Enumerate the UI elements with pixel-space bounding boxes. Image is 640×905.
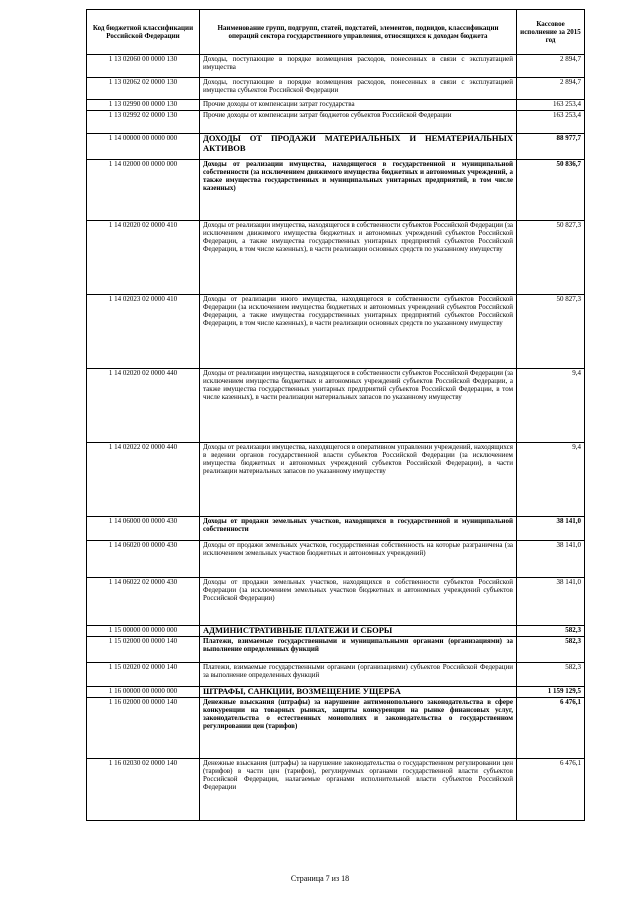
row-name: Доходы от реализации имущества, находящегося в собственности субъектов Российской Федерации (за исключением имущества бюджетных и автономных учреждений субъектов Российской Федерации, а также имущества государственных унитарных предприятий субъектов Российской Федерации, в том числе казенных), в части реализации материальных запасов по указанному имуществу [200, 369, 517, 443]
row-amount: 50 827,3 [517, 221, 585, 295]
row-code: 1 16 02030 02 0000 140 [87, 759, 200, 821]
row-code: 1 14 02020 02 0000 440 [87, 369, 200, 443]
row-name: Доходы, поступающие в порядке возмещения расходов, понесенных в связи с эксплуатацией имущества субъектов Российской Федерации [200, 78, 517, 100]
row-amount: 38 141,0 [517, 517, 585, 541]
row-amount: 38 141,0 [517, 578, 585, 626]
row-code: 1 14 02020 02 0000 410 [87, 221, 200, 295]
row-name: Платежи, взимаемые государственными и муниципальными органами (организациями) за выполнение определенных функций [200, 637, 517, 663]
table-row [87, 221, 585, 295]
row-name: Доходы, поступающие в порядке возмещения расходов, понесенных в связи с эксплуатацией имущества [200, 55, 517, 78]
row-code: 1 13 02990 00 0000 130 [87, 100, 200, 111]
row-code: 1 16 02000 00 0000 140 [87, 698, 200, 759]
row-code: 1 14 06020 00 0000 430 [87, 541, 200, 578]
row-code: 1 16 00000 00 0000 000 [87, 687, 200, 698]
row-amount: 2 894,7 [517, 55, 585, 78]
row-amount: 50 827,3 [517, 295, 585, 369]
row-amount: 582,3 [517, 663, 585, 687]
table-row [87, 517, 585, 541]
row-amount: 2 894,7 [517, 78, 585, 100]
row-amount: 9,4 [517, 369, 585, 443]
row-code: 1 14 06000 00 0000 430 [87, 517, 200, 541]
table-header-row [87, 10, 585, 55]
row-name: Прочие доходы от компенсации затрат государства [200, 100, 517, 111]
row-name: Доходы от реализации иного имущества, находящегося в собственности субъектов Российской Федерации (за исключением имущества бюджетных и автономных учреждений субъектов Российской Федерации, а также имущества государственных унитарных предприятий субъектов Российской Федерации, в том числе казенных), в части реализации основных средств по указанному имуществу [200, 295, 517, 369]
row-amount: 1 159 129,5 [517, 687, 585, 698]
row-amount: 163 253,4 [517, 111, 585, 134]
row-name: Денежные взыскания (штрафы) за нарушение антимонопольного законодательства в сфере конкуренции на товарных рынках, защиты конкуренции на рынке финансовых услуг, законодательства о естественных монополиях и законодательства о государственном регулировании цен (тарифов) [200, 698, 517, 759]
row-amount: 6 476,1 [517, 698, 585, 759]
row-code: 1 15 00000 00 0000 000 [87, 626, 200, 637]
row-amount: 50 836,7 [517, 160, 585, 221]
row-code: 1 14 06022 02 0000 430 [87, 578, 200, 626]
table-row [87, 443, 585, 517]
row-name: ДОХОДЫ ОТ ПРОДАЖИ МАТЕРИАЛЬНЫХ И НЕМАТЕРИАЛЬНЫХ АКТИВОВ [200, 134, 517, 160]
table-row [87, 698, 585, 759]
row-name: Доходы от продажи земельных участков, государственная собственность на которые разграничена (за исключением земельных участков бюджетных и автономных учреждений) [200, 541, 517, 578]
table-row [87, 578, 585, 626]
row-code: 1 14 02022 02 0000 440 [87, 443, 200, 517]
row-name: ШТРАФЫ, САНКЦИИ, ВОЗМЕЩЕНИЕ УЩЕРБА [200, 687, 517, 698]
table-row [87, 759, 585, 821]
table-row [87, 160, 585, 221]
row-amount: 582,3 [517, 637, 585, 663]
row-name: АДМИНИСТРАТИВНЫЕ ПЛАТЕЖИ И СБОРЫ [200, 626, 517, 637]
row-code: 1 13 02062 02 0000 130 [87, 78, 200, 100]
row-amount: 6 476,1 [517, 759, 585, 821]
row-name: Денежные взыскания (штрафы) за нарушение законодательства о государственном регулировании цен (тарифов) в части цен (тарифов), регулируемых органами государственной власти субъектов Российской Федерации, налагаемые органами исполнительной власти субъектов Российской Федерации [200, 759, 517, 821]
row-code: 1 15 02020 02 0000 140 [87, 663, 200, 687]
table-row [87, 541, 585, 578]
table-row [87, 663, 585, 687]
row-code: 1 13 02060 00 0000 130 [87, 55, 200, 78]
row-code: 1 15 02000 00 0000 140 [87, 637, 200, 663]
table-row [87, 111, 585, 134]
budget-income-table [86, 9, 585, 821]
row-code: 1 14 02023 02 0000 410 [87, 295, 200, 369]
table-row [87, 295, 585, 369]
table-row [87, 100, 585, 111]
table-row [87, 369, 585, 443]
header-amount: Кассовое исполнение за 2015 год [517, 10, 585, 55]
page-number: Страница 7 из 18 [290, 874, 350, 883]
row-amount: 9,4 [517, 443, 585, 517]
row-amount: 163 253,4 [517, 100, 585, 111]
table-row [87, 637, 585, 663]
table-row [87, 55, 585, 78]
table-row [87, 78, 585, 100]
row-name: Доходы от реализации имущества, находящегося в собственности субъектов Российской Федерации (за исключением движимого имущества бюджетных и автономных учреждений субъектов Российской Федерации, а также имущества государственных унитарных предприятий субъектов Российской Федерации, в том числе казенных), в части реализации основных средств по указанному имуществу [200, 221, 517, 295]
table-row [87, 687, 585, 698]
table-row [87, 626, 585, 637]
row-code: 1 14 00000 00 0000 000 [87, 134, 200, 160]
header-name: Наименование групп, подгрупп, статей, подстатей, элементов, подвидов, классификации операций сектора государственного управления, относящихся к доходам бюджета [200, 10, 517, 55]
row-code: 1 13 02992 02 0000 130 [87, 111, 200, 134]
row-name: Доходы от реализации имущества, находящегося в оперативном управлении учреждений, находящихся в ведении органов государственной власти субъектов Российской Федерации (за исключением имущества бюджетных и автономных учреждений субъектов Российской Федерации), в части реализации материальных запасов по указанному имуществу [200, 443, 517, 517]
row-amount: 88 977,7 [517, 134, 585, 160]
row-code: 1 14 02000 00 0000 000 [87, 160, 200, 221]
row-name: Платежи, взимаемые государственными органами (организациями) субъектов Российской Федерации за выполнение определенных функций [200, 663, 517, 687]
row-name: Доходы от реализации имущества, находящегося в государственной и муниципальной собственности (за исключением движимого имущества бюджетных и автономных учреждений, а также имущества государственных и муниципальных унитарных предприятий, в том числе казенных) [200, 160, 517, 221]
table-row [87, 134, 585, 160]
row-name: Доходы от продажи земельных участков, находящихся в собственности субъектов Российской Федерации (за исключением земельных участков бюджетных и автономных учреждений субъектов Российской Федерации) [200, 578, 517, 626]
row-amount: 582,3 [517, 626, 585, 637]
header-code: Код бюджетной классификации Российской Федерации [87, 10, 200, 55]
row-name: Доходы от продажи земельных участков, находящихся в государственной и муниципальной собственности [200, 517, 517, 541]
row-name: Прочие доходы от компенсации затрат бюджетов субъектов Российской Федерации [200, 111, 517, 134]
row-amount: 38 141,0 [517, 541, 585, 578]
